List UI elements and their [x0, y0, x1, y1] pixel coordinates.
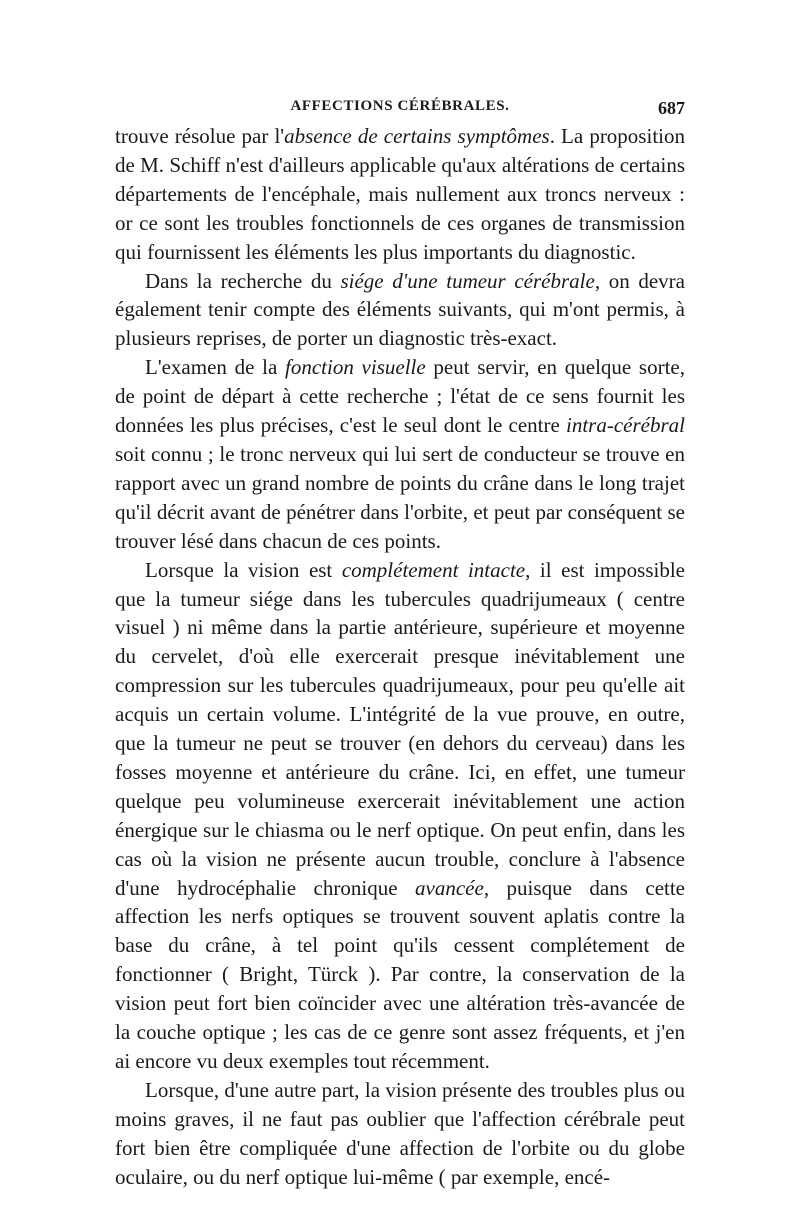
page-number: 687: [658, 98, 685, 118]
text-run: . La proposition de M. Schiff n'est d'ailleurs applicable qu'aux altérations de certains départements de l'encéphale, mais nullement aux troncs nerveux : or ce sont les troubles fonctionnels de ces organes de transmission qui fournissent les éléments les plus importants du diagnostic.: [115, 124, 685, 264]
paragraph: [115, 122, 685, 267]
text-run: , on devra également tenir compte des éléments suivants, qui m'ont permis, à plusieurs reprises, de porter un diagnostic très-exact.: [115, 268, 685, 351]
text-run: L'examen de la: [145, 355, 286, 380]
paragraph: [115, 1076, 685, 1192]
paragraph: [115, 267, 685, 354]
italic-text: fonction visuelle: [285, 355, 426, 380]
body-text: [115, 122, 685, 1192]
text-run: soit connu ; le tronc nerveux qui lui sert de conducteur se trouve en rapport avec un grand nombre de points du crâne dans le long trajet qu'il décrit avant de pénétrer dans l'orbite, et peut par conséquent se trouver lésé dans chacun de ces points.: [115, 441, 685, 553]
italic-text: siége d'une tumeur cérébrale: [340, 268, 595, 293]
text-run: Dans la recherche du: [145, 268, 341, 293]
text-run: Lorsque la vision est: [145, 557, 342, 582]
paragraph: [115, 556, 685, 1076]
italic-text: complétement intacte: [341, 557, 526, 582]
italic-text: absence de certains symptômes: [284, 124, 550, 148]
italic-text: intra-cérébral: [566, 413, 685, 438]
text-run: trouve résolue par l': [115, 124, 285, 148]
text-run: Lorsque, d'une autre part, la vision présente des troubles plus ou moins graves, il ne faut pas oublier que l'affection cérébrale peut fort bien être compliquée d'une affection de l'orbite ou du globe oculaire, ou du nerf optique lui-même ( par exemple, encé-: [115, 1077, 685, 1189]
running-title: AFFECTIONS CÉRÉBRALES.: [290, 98, 510, 114]
text-run: , il est impossible que la tumeur siége dans les tubercules quadrijumeaux ( centre visuel ) ni même dans la partie antérieure, supérieure et moyenne du cervelet, d'où elle exercerait presque inévitablement une compression sur les tubercules quadrijumeaux, pour peu qu'elle ait acquis un certain volume. L'intégrité de la vue prouve, en outre, que la tumeur ne peut se trouver (en dehors du cerveau) dans les fosses moyenne et antérieure du crâne. Ici, en effet, une tumeur quelque peu volumineuse exercerait inévitablement une action énergique sur le chiasma ou le nerf optique. On peut enfin, dans les cas où la vision ne présente aucun trouble, conclure à l'absence d'une hydrocéphalie chronique: [115, 557, 686, 900]
text-run: peut servir, en quelque sorte, de point de départ à cette recherche ; l'état de ce sens fournit les données les plus précises, c'est le seul dont le centre: [115, 355, 685, 438]
italic-text: avancée: [415, 875, 484, 900]
text-run: , puisque dans cette affection les nerfs optiques se trouvent souvent aplatis contre la base du crâne, à tel point qu'ils cessent complétement de fonctionner ( Bright, Türck ). Par contre, la conservation de la vision peut fort bien coïncider avec une altération très-avancée de la couche optique ; les cas de ce genre sont assez fréquents, et j'en ai encore vu deux exemples tout récemment.: [115, 875, 685, 1073]
paragraph: [115, 353, 685, 555]
